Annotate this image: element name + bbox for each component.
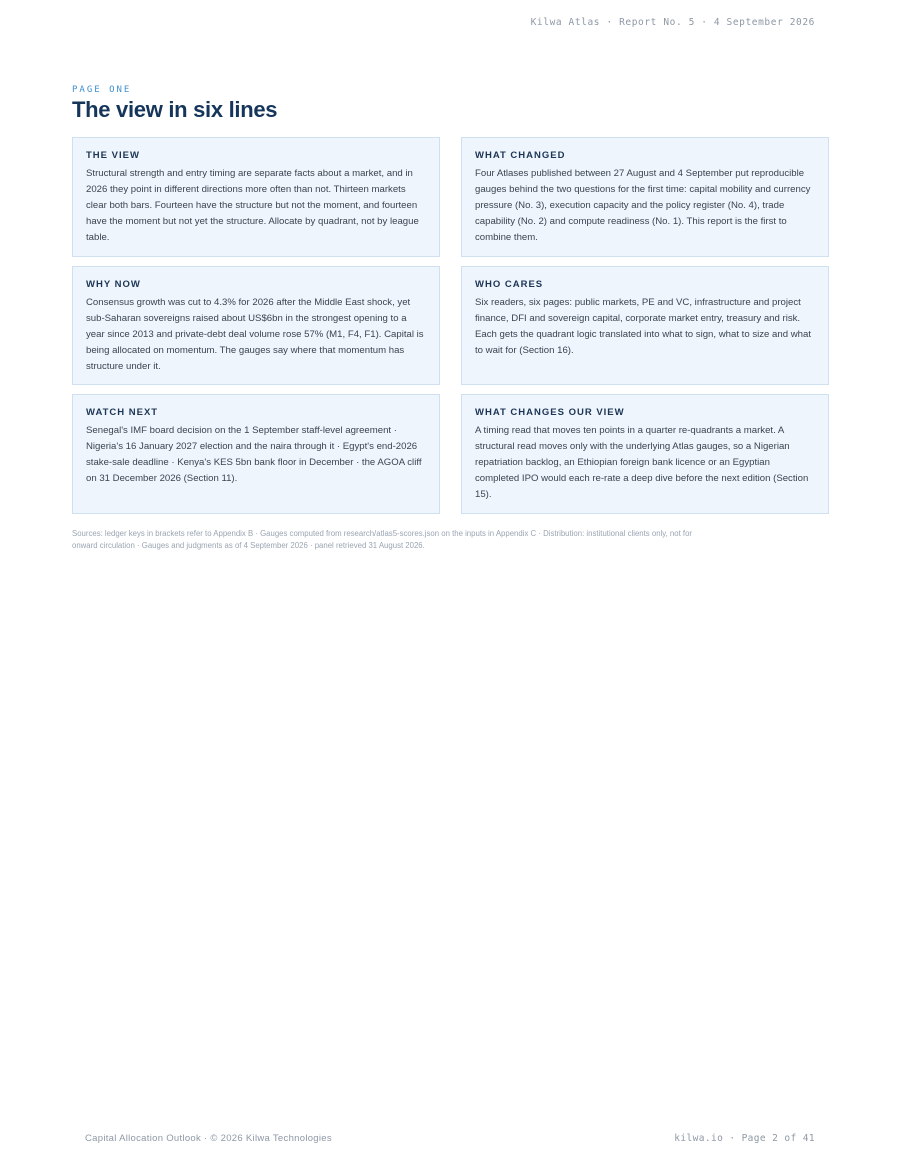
page-title: The view in six lines	[72, 97, 278, 122]
card-body: A timing read that moves ten points in a quarter re-quadrants a market. A structural read moves only with the underlying Atlas gauges, so a Nigerian repatriation backlog, an Ethiopian foreign bank licence or an Egyptian completed IPO would each re-rate a deep dive before the next edition (Section 15).	[475, 425, 809, 500]
summary-grid	[72, 137, 829, 514]
card-title: THE VIEW	[86, 150, 140, 161]
card-body: Consensus growth was cut to 4.3% for 2026 after the Middle East shock, yet sub-Saharan sovereigns raised about US$6bn in the strongest opening to a year since 2013 and private-debt deal volume rose 57% (M1, F4, F1). Capital is being allocated on momentum. The gauges say where that momentum has structure under it.	[86, 297, 424, 372]
card-body: Six readers, six pages: public markets, PE and VC, infrastructure and project finance, DFI and sovereign capital, corporate market entry, treasury and risk. Each gets the quadrant logic translated into what to sign, what to size and what to wait for (Section 16).	[475, 297, 811, 356]
card-body: Four Atlases published between 27 August and 4 September put reproducible gauges behind the two questions for the first time: capital mobility and currency pressure (No. 3), execution capacity and the policy register (No. 4), trade capability (No. 2) and compute readiness (No. 1). This report is the first to combine them.	[475, 168, 811, 243]
card-who-cares	[461, 266, 829, 385]
running-head: Kilwa Atlas · Report No. 5 · 4 September 2026	[530, 17, 815, 28]
card-why-now	[72, 266, 440, 385]
card-body: Senegal's IMF board decision on the 1 September staff-level agreement · Nigeria's 16 January 2027 election and the naira through it · Egypt's end-2026 stake-sale deadline · Kenya's KES 5bn bank floor in December · the AGOA cliff on 31 December 2026 (Section 11).	[86, 425, 422, 484]
footer-left: Capital Allocation Outlook · © 2026 Kilwa Technologies	[85, 1133, 332, 1144]
page-eyebrow: PAGE ONE	[72, 85, 132, 95]
card-what-changes-our-view	[461, 394, 829, 514]
footer-right: kilwa.io · Page 2 of 41	[674, 1133, 815, 1144]
card-title: WHAT CHANGED	[475, 150, 566, 161]
card-body: Structural strength and entry timing are separate facts about a market, and in 2026 they point in different directions more often than not. Thirteen markets clear both bars. Fourteen have the structure but not the moment, and fourteen have the moment but not yet the structure. Allocate by quadrant, not by league table.	[86, 168, 419, 243]
card-watch-next	[72, 394, 440, 514]
card-title: WHO CARES	[475, 279, 544, 290]
card-title: WHY NOW	[86, 279, 141, 290]
sources-note: Sources: ledger keys in brackets refer to Appendix B · Gauges computed from research/atlas5-scores.json on the inputs in Appendix C · Distribution: institutional clients only, not for onward circulation · Gauges and judgments as of 4 September 2026 · panel retrieved 31 August 2026.	[72, 529, 693, 550]
card-title: WATCH NEXT	[86, 407, 159, 418]
card-title: WHAT CHANGES OUR VIEW	[475, 407, 625, 418]
card-what-changed	[461, 137, 829, 257]
card-the-view	[72, 137, 440, 257]
